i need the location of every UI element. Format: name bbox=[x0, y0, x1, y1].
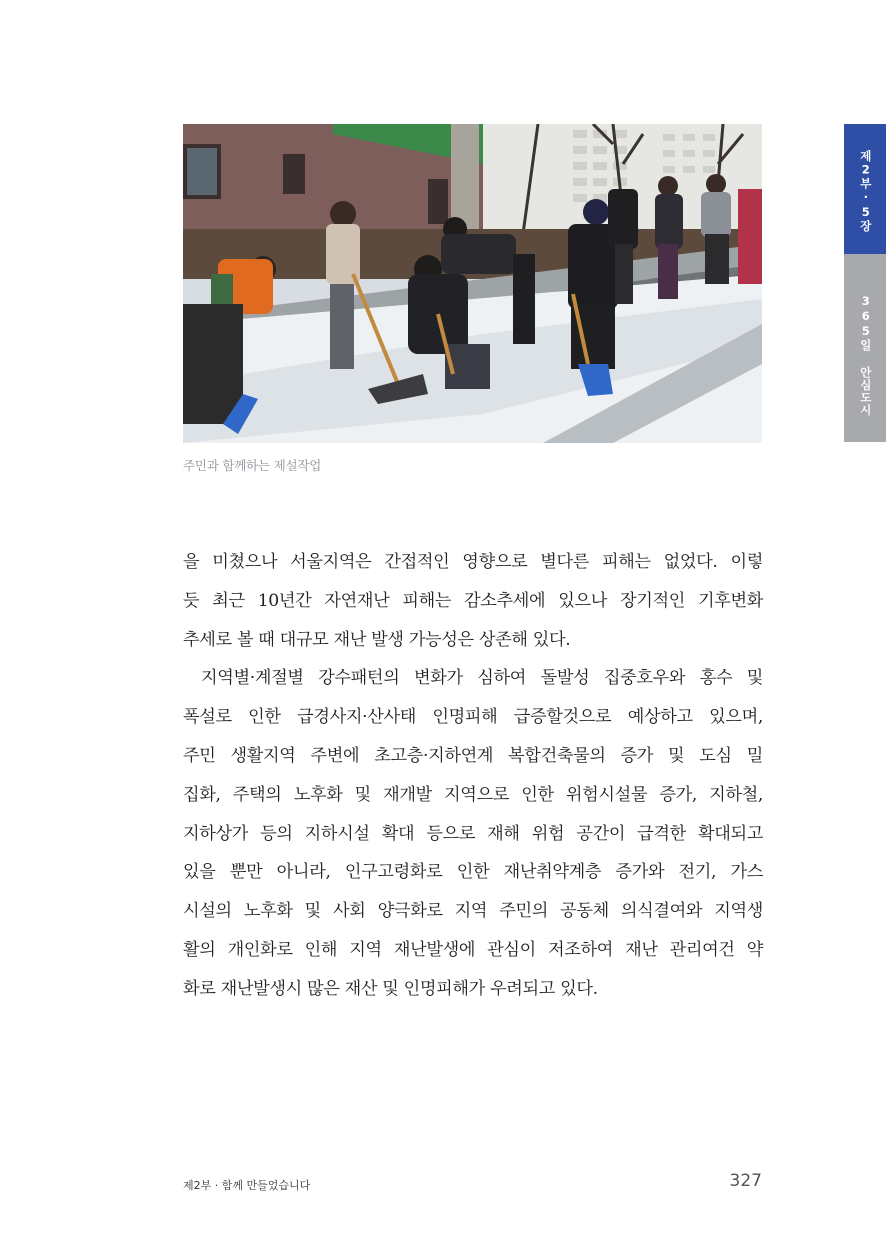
body-line: 시설의 노후화 및 사회 양극화로 지역 주민의 공동체 의식결여와 지역생 bbox=[183, 901, 763, 922]
body-line: 폭설로 인한 급경사지·산사태 인명피해 급증할것으로 예상하고 있으며, bbox=[183, 707, 763, 728]
chapter-tab[interactable] bbox=[844, 124, 886, 254]
body-line: 지역별·계절별 강수패턴의 변화가 심하여 돌발성 집중호우와 홍수 및 bbox=[201, 668, 763, 689]
section-title-tab[interactable] bbox=[844, 254, 886, 442]
footer-section-title: 제2부 · 함께 만들었습니다 bbox=[183, 1179, 311, 1192]
body-line: 화로 재난발생시 많은 재산 및 인명피해가 우려되고 있다. bbox=[183, 978, 598, 999]
snow-clearing-photo bbox=[183, 124, 762, 443]
body-text bbox=[183, 543, 763, 1009]
body-line: 집화, 주택의 노후화 및 재개발 지역으로 인한 위험시설물 증가, 지하철, bbox=[183, 784, 763, 805]
body-line: 을 미쳤으나 서울지역은 간접적인 영향으로 별다른 피해는 없었다. 이렇 bbox=[183, 552, 763, 572]
body-line: 추세로 볼 때 대규모 재난 발생 가능성은 상존해 있다. bbox=[183, 629, 571, 650]
chapter-tab-label: 제2부·5장 bbox=[858, 150, 873, 233]
photo-caption: 주민과 함께하는 제설작업 bbox=[183, 458, 322, 473]
body-line: 주민 생활지역 주변에 초고층·지하연계 복합건축물의 증가 및 도심 밀 bbox=[183, 745, 763, 766]
body-line: 있을 뿐만 아니라, 인구고령화로 인한 재난취약계층 증가와 전기, 가스 bbox=[183, 862, 763, 883]
section-title-tab-label: 365일 안심도시 bbox=[858, 294, 873, 417]
body-line: 듯 최근 10년간 자연재난 피해는 감소추세에 있으나 장기적인 기후변화 bbox=[183, 590, 763, 611]
body-line: 활의 개인화로 인해 지역 재난발생에 관심이 저조하여 재난 관리여건 약 bbox=[183, 939, 763, 960]
body-line: 지하상가 등의 지하시설 확대 등으로 재해 위험 공간이 급격한 확대되고 bbox=[183, 823, 763, 844]
page-number: 327 bbox=[729, 1171, 762, 1191]
